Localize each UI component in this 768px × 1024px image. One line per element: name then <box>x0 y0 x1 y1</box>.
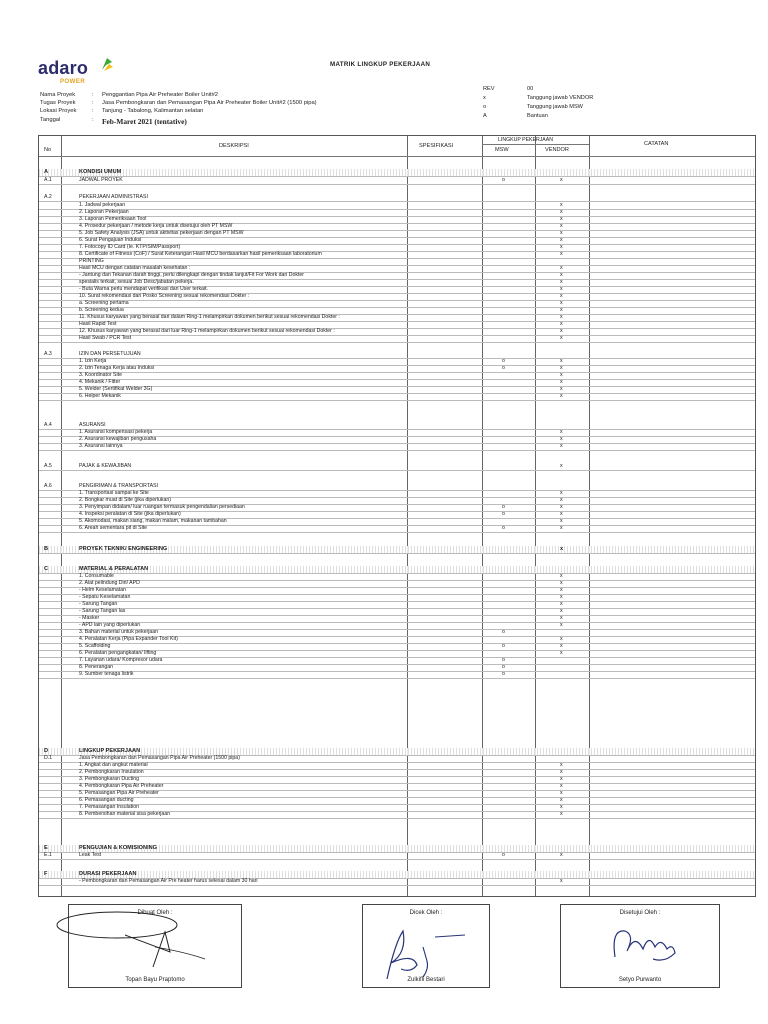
signatory-name: Zulkifli Bestari <box>407 977 445 983</box>
row-description: - Sarung Tangan las <box>79 608 126 614</box>
row-description: b. Screening kedua <box>79 307 124 313</box>
row-vendor-mark: x <box>560 643 563 649</box>
row-vendor-mark: x <box>560 463 563 469</box>
row-description: 2. Izin Tenaga Kerja atau Induksi <box>79 365 155 371</box>
row-vendor-mark: x <box>560 321 563 327</box>
col-header-spec: SPESIFIKASI <box>419 143 454 149</box>
row-description: 6. Surat Pengajuan Induksi <box>79 237 142 243</box>
row-vendor-mark: x <box>560 783 563 789</box>
row-vendor-mark: x <box>560 286 563 292</box>
row-vendor-mark: x <box>560 546 564 552</box>
row-description: 7. Fotocopy ID Card (Ie. KTP/SIM/Passport) <box>79 244 181 250</box>
row-vendor-mark: x <box>560 525 563 531</box>
row-msw-mark: o <box>502 657 505 663</box>
row-description: - Sarung Tangan <box>79 601 118 607</box>
signature-box-approved <box>560 904 720 988</box>
signature-title: Dibuat Oleh : <box>137 910 173 916</box>
row-vendor-mark: x <box>560 622 563 628</box>
row-vendor-mark: x <box>560 497 563 503</box>
header-divider <box>482 144 589 145</box>
meta-colon: : <box>92 92 94 98</box>
row-msw-mark: o <box>502 643 505 649</box>
legend-text: 00 <box>527 86 534 92</box>
legend-symbol: x <box>483 95 486 101</box>
row-description: 4. Peralatan Kerja (Pipa Expander Tool Kit) <box>79 636 178 642</box>
row-description: 3. Pembongkaran Ducting <box>79 776 139 782</box>
meta-colon: : <box>92 100 94 106</box>
table-row <box>39 852 755 860</box>
row-number: A <box>44 169 49 175</box>
row-number: E.1 <box>44 852 52 858</box>
legend-symbol: o <box>483 104 487 110</box>
row-vendor-mark: x <box>560 251 563 257</box>
row-vendor-mark: x <box>560 237 563 243</box>
row-description: spesialis terkait, sesuai Job Desc/jabatan pekerja. <box>79 279 194 285</box>
row-description: KONDISI UMUM <box>79 169 122 175</box>
row-vendor-mark: x <box>560 443 563 449</box>
row-vendor-mark: x <box>560 216 563 222</box>
row-vendor-mark: x <box>560 300 563 306</box>
row-description: 9. Sumber tenaga listrik <box>79 671 134 677</box>
meta-row <box>40 92 218 98</box>
row-description: 6. Areah sementara pit di Site <box>79 525 148 531</box>
row-description: 5. Job Safety Analysis (JSA) untuk aktivitas pekerjaan dengan PT MSW <box>79 230 244 236</box>
meta-value: Feb-Maret 2021 (tentative) <box>102 117 187 126</box>
meta-colon: : <box>92 108 94 114</box>
meta-label: Tanggal <box>40 117 61 123</box>
row-description: 4. Prosedur pekerjaan / metode kerja untuk disetujui oleh PT MSW <box>79 223 233 229</box>
row-vendor-mark: x <box>560 379 563 385</box>
signature-title: Dicek Oleh : <box>409 910 443 916</box>
row-description: PROYEK TEKNIK/ ENGINEERING <box>79 546 168 552</box>
row-number: D.1 <box>44 755 53 761</box>
table-row <box>39 443 755 451</box>
row-description: 5. Welder (Sertifikat Welder 3G) <box>79 386 153 392</box>
row-description: 4. Mekanik / Fitter <box>79 379 121 385</box>
row-vendor-mark: x <box>560 386 563 392</box>
row-number: A.2 <box>44 194 52 200</box>
row-description: - Sepatu Keselamatan <box>79 594 131 600</box>
meta-row <box>40 108 203 114</box>
row-description: 8. Certificate of Fitness (CoF) / Surat Keterangan Hasil MCU berdasarkan hasil pemeriksaan laboratorium <box>79 251 322 257</box>
row-msw-mark: o <box>502 358 505 364</box>
legend-item <box>483 95 593 101</box>
logo-leaf-icon <box>100 56 114 72</box>
meta-label: Lokasi Proyek <box>40 108 77 114</box>
table-row <box>39 393 755 401</box>
row-description: - Masker <box>79 615 100 621</box>
row-msw-mark: o <box>502 525 505 531</box>
row-msw-mark: o <box>502 852 505 858</box>
legend-symbol: A <box>483 113 487 119</box>
row-description: 3. Penyimpan didalam/ luar ruangan termasuk pengendalian persediaan <box>79 504 245 510</box>
row-description: DURASI PEKERJAAN <box>79 871 137 877</box>
col-header-scope: LINGKUP PEKERJAAN <box>498 137 553 143</box>
row-vendor-mark: x <box>560 358 563 364</box>
row-description: 4. Inspeksi peralatan di Site (jika diperlukan) <box>79 511 181 517</box>
handwritten-signature <box>55 907 225 977</box>
table-row <box>39 463 755 471</box>
row-vendor-mark: x <box>560 573 563 579</box>
row-description: 8. Penerangan <box>79 664 114 670</box>
row-vendor-mark: x <box>560 307 563 313</box>
row-description: - Pembongkaran dan Pemasangan Air Pre heater harus selesai dalam 30 hari <box>79 878 258 884</box>
row-description: 2. Alat pelindung Diri/ APD <box>79 580 140 586</box>
row-vendor-mark: x <box>560 436 563 442</box>
signature-box-checked <box>362 904 490 988</box>
row-vendor-mark: x <box>560 372 563 378</box>
meta-row <box>40 100 317 106</box>
row-vendor-mark: x <box>560 365 563 371</box>
company-logo <box>38 58 118 92</box>
row-vendor-mark: x <box>560 429 563 435</box>
row-description: 12. Khusus karyawan yang berasal dari luar Ring-1 melampirkan dokumen berikut sesuai rekomendasi Dokter : <box>79 328 335 334</box>
row-vendor-mark: x <box>560 804 563 810</box>
row-vendor-mark: x <box>560 797 563 803</box>
signature-title: Disetujui Oleh : <box>619 910 661 916</box>
row-vendor-mark: x <box>560 769 563 775</box>
row-number: E <box>44 845 48 851</box>
row-description: 7. Layanan udara/ Kompresor udara <box>79 657 163 663</box>
row-vendor-mark: x <box>560 314 563 320</box>
row-number: B <box>44 546 49 552</box>
row-number: A.3 <box>44 351 52 357</box>
row-vendor-mark: x <box>560 601 563 607</box>
row-vendor-mark: x <box>560 776 563 782</box>
row-vendor-mark: x <box>560 393 563 399</box>
row-vendor-mark: x <box>560 762 563 768</box>
row-description: 1. Angkat dan angkut material <box>79 762 148 768</box>
handwritten-signature <box>605 919 685 969</box>
row-description: 7. Pemasangan Insulation <box>79 804 139 810</box>
row-description: 3. Asuransi lainnya <box>79 443 123 449</box>
row-vendor-mark: x <box>560 587 563 593</box>
row-vendor-mark: x <box>560 335 563 341</box>
meta-row <box>40 117 187 126</box>
row-msw-mark: o <box>502 671 505 677</box>
table-row <box>39 177 755 185</box>
legend-text: Bantuan <box>527 113 548 119</box>
table-row <box>39 525 755 533</box>
row-description: 1. Jadwal pekerjaan <box>79 202 126 208</box>
document-title: MATRIK LINGKUP PEKERJAAN <box>330 61 431 68</box>
row-vendor-mark: x <box>560 615 563 621</box>
logo-wordmark: adaro <box>38 58 89 78</box>
meta-value: Penggantian Pipa Air Preheater Boiler Unit#2 <box>102 92 219 98</box>
row-description: JADWAL PROYEK <box>79 177 123 183</box>
row-number: A.1 <box>44 177 52 183</box>
row-vendor-mark: x <box>560 328 563 334</box>
row-msw-mark: o <box>502 365 505 371</box>
row-number: A.5 <box>44 463 52 469</box>
row-vendor-mark: x <box>560 230 563 236</box>
row-description: 1. Consumable <box>79 573 114 579</box>
row-vendor-mark: x <box>560 636 563 642</box>
row-vendor-mark: x <box>560 852 563 858</box>
col-header-vendor: VENDOR <box>545 147 569 153</box>
row-description: 3. Laporan Pemeriksaan Tool <box>79 216 147 222</box>
table-row <box>39 335 755 343</box>
row-description: - Helm Keselamatan <box>79 587 126 593</box>
meta-label: Nama Proyek <box>40 92 76 98</box>
row-vendor-mark: x <box>560 177 563 183</box>
row-vendor-mark: x <box>560 650 563 656</box>
row-description: ASURANSI <box>79 422 106 428</box>
row-vendor-mark: x <box>560 209 563 215</box>
row-vendor-mark: x <box>560 272 563 278</box>
row-vendor-mark: x <box>560 504 563 510</box>
row-vendor-mark: x <box>560 580 563 586</box>
meta-colon: : <box>92 117 94 123</box>
row-msw-mark: o <box>502 504 505 510</box>
table-row <box>39 194 755 202</box>
row-description: 6. Peralatan pengangkatan/ lifting <box>79 650 157 656</box>
row-number: A.4 <box>44 422 52 428</box>
row-description: - APD lain yang diperlukan <box>79 622 141 628</box>
row-vendor-mark: x <box>560 878 563 884</box>
legend-text: Tanggung jawab VENDOR <box>527 95 594 101</box>
row-description: PRINTING <box>79 258 104 264</box>
row-vendor-mark: x <box>560 608 563 614</box>
signatory-name: Topan Bayu Praptomo <box>125 977 185 983</box>
legend-item <box>483 113 548 119</box>
meta-value: Jasa Pembongkaran dan Pemasangan Pipa Air Preheater Boiler Unit#2 (1500 pipa) <box>102 100 317 106</box>
row-description: 6. Pemasangan ducting <box>79 797 134 803</box>
table-row <box>39 811 755 819</box>
table-row <box>39 878 755 886</box>
row-description: 3. Bahan material untuk pekerjaan <box>79 629 159 635</box>
header-bottom <box>39 156 755 157</box>
meta-label: Tugas Proyek <box>40 100 76 106</box>
row-description: 2. Bongkar muat di Site (jika diperlukan) <box>79 497 171 503</box>
row-description: PENGUJIAN & KOMISIONING <box>79 845 158 851</box>
row-msw-mark: o <box>502 177 505 183</box>
legend-text: Tanggung jawab MSW <box>527 104 583 110</box>
row-vendor-mark: x <box>560 202 563 208</box>
row-number: D <box>44 748 49 754</box>
row-vendor-mark: x <box>560 244 563 250</box>
row-description: 5. Akomodasi, makan siang, makan malam, makanan tambahan <box>79 518 227 524</box>
row-description: - Jantung dan Tekanan darah tinggi, perlu dilengkapi dengan tindak lanjut/Fit For Work dari Dokter <box>79 272 305 278</box>
row-description: 5. Scaffolding <box>79 643 111 649</box>
row-description: 8. Pembersihan material sisa pekerjaan <box>79 811 171 817</box>
row-description: Jasa Pembongkaran dan Pemasangan Pipa Air Preheater (1500 pipa) <box>79 755 240 761</box>
logo-subtitle: POWER <box>60 79 86 85</box>
row-vendor-mark: x <box>560 279 563 285</box>
row-vendor-mark: x <box>560 293 563 299</box>
row-description: 1. Asuransi kompensasi pekerja <box>79 429 153 435</box>
legend-item <box>483 104 583 110</box>
row-description: 2. Laporan Pekerjaan <box>79 209 129 215</box>
row-vendor-mark: x <box>560 594 563 600</box>
row-description: - Buta Warna perlu mendapat verifikasi dari User terkait. <box>79 286 208 292</box>
signatory-name: Setyo Purwanto <box>618 977 662 983</box>
row-description: 1. Izin Kerja <box>79 358 107 364</box>
meta-value: Tanjung - Tabalong, Kalimantan selatan <box>102 108 204 114</box>
row-description: Hasil MCU dengan catatan masalah kesehatan : <box>79 265 191 271</box>
row-description: PEKERJAAN ADMINISTRASI <box>79 194 148 200</box>
row-description: 4. Pembongkaran Pipa Air Preheater <box>79 783 164 789</box>
row-msw-mark: o <box>502 629 505 635</box>
row-description: 10. Surat rekomendasi dari Posko Screening sesuai rekomendasi Dokter : <box>79 293 250 299</box>
row-vendor-mark: x <box>560 811 563 817</box>
row-msw-mark: o <box>502 511 505 517</box>
row-vendor-mark: x <box>560 790 563 796</box>
row-number: F <box>44 871 48 877</box>
col-header-note: CATATAN <box>644 141 669 147</box>
col-header-msw: MSW <box>495 147 509 153</box>
row-number: C <box>44 566 49 572</box>
row-vendor-mark: x <box>560 511 563 517</box>
row-msw-mark: o <box>502 664 505 670</box>
row-vendor-mark: x <box>560 490 563 496</box>
row-description: 6. Helper Mekanik <box>79 393 121 399</box>
row-description: 11. Khusus karyawan yang berasal dari dalam Ring-1 melampirkan dokumen berikut sesuai rekomendasi Dokter : <box>79 314 340 320</box>
legend-item <box>483 86 533 92</box>
row-number: A.6 <box>44 483 52 489</box>
section-row <box>39 169 755 177</box>
row-description: IZIN DAN PERSETUJUAN <box>79 351 141 357</box>
row-description: MATERIAL & PERALATAN <box>79 566 149 572</box>
row-vendor-mark: x <box>560 223 563 229</box>
row-description: LINGKUP PEKERJAAN <box>79 748 141 754</box>
table-row <box>39 671 755 679</box>
handwritten-signature <box>373 923 483 985</box>
col-header-no: No <box>44 147 52 153</box>
section-row <box>39 546 755 554</box>
row-vendor-mark: x <box>560 265 563 271</box>
row-description: 3. Koordinator Site <box>79 372 122 378</box>
row-description: 2. Pembongkaran Insulation <box>79 769 144 775</box>
row-description: Hasil Rapid Test <box>79 321 117 327</box>
row-description: 5. Pemasangan Pipa Air Preheater <box>79 790 159 796</box>
row-description: PAJAK & KEWAJIBAN <box>79 463 132 469</box>
scope-matrix-table <box>38 135 756 897</box>
row-description: a. Screening pertama <box>79 300 129 306</box>
legend-symbol: REV <box>483 86 495 92</box>
row-description: Hasil Swab / PCR Test <box>79 335 132 341</box>
signature-box-prepared <box>68 904 242 988</box>
row-description: PENGIRIMAN & TRANSPORTASI <box>79 483 158 489</box>
row-description: 1. Transportasi sampai ke Site <box>79 490 149 496</box>
row-description: 2. Asuransi kewajiban pengusaha <box>79 436 157 442</box>
row-vendor-mark: x <box>560 518 563 524</box>
col-header-desc: DESKRIPSI <box>219 143 249 149</box>
row-description: Leak Test <box>79 852 102 858</box>
